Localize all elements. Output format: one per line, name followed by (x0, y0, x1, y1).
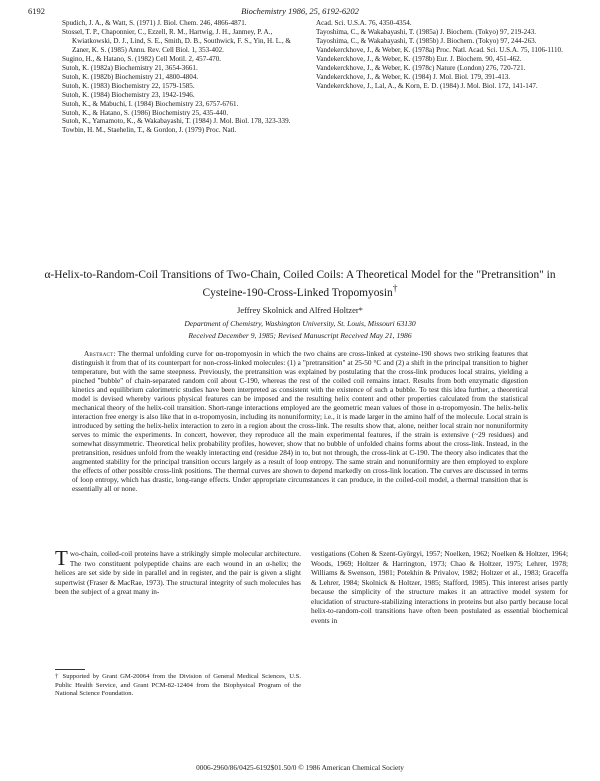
abstract-text: The thermal unfolding curve for αα-tropomyosin in which the two chains are cross-linked at cysteine-190 shows two striking features that distinguish it from that of its counterpart for non-cross-linked molecules: (1) a "pretransition" at 25-50 °C and (2) a shift in the principal transition to higher temperature, but with the same steepness. Previously, the pretransition was explained by postulating that the cross-link produces local strains, yielding a pinched "bubble" of chain-separated random coil about C-190, whereas the rest of the coiled coil remains intact. Results from both enzymatic digestion kinetics and equilibrium calorimetric studies have been interpreted as consistent with the existence of such a bubble. To test this idea further, a theoretical model is devised whereby various physical features can be imposed and the resulting helix content and other properties calculated from the statistical mechanical theory of the helix-coil transition. Short-range interactions employed are the geometric mean values of those in α-tropomyosin. The helix-helix interaction free energy is also like that in α-tropomyosin, including its nonuniformity; i.e., it is made larger in the amino half of the molecule. Local strain is introduced by setting the helix-helix interaction to zero in a region about the cross-link. The results show that, alone, neither local strain nor nonuniformity serves to mimic the experiments. In concert, however, they reproduce all the main experimental features, if the strain is extensive (~29 residues) and somewhat dissymmetric. Theoretical helix probability profiles, however, show that no bubble of unfolded chains forms about the cross-link. Instead, in the pretransition, residues unfold from the weakly interacting end (residue 284) in to, but not through, the cross-link at C-190. The theory also indicates that the augmented stability for the principal transition occurs largely as a result of loop entropy. The same strain and nonuniformity are then employed to explore the effects of other possible cross-link positions. The thermal curves are shown to depend markedly on cross-link location. The curves are discussed in terms of loop entropy, which has drastic, long-range effects. Under appropriate circumstances it can produce, in the coiled-coil model, a thermal transition that is essentially all or none. (72, 350, 528, 493)
page-header (28, 6, 572, 18)
body-paragraph-start: wo-chain, coiled-coil proteins have a strikingly simple molecular architecture. The two constituent polypeptide chains are each wound in an α-helix; the helices are set side by side in parallel and in register, and the pair is given a slight supertwist (Fraser & MacRae, 1973). The structural integrity of such molecules has been the subject of a great many in- (55, 549, 301, 597)
page-number: 6192 (28, 6, 45, 16)
authors: Jeffrey Skolnick and Alfred Holtzer* (237, 305, 363, 315)
received-dates: Received December 9, 1985; Revised Manuscript Received May 21, 1986 (188, 331, 412, 340)
article-title: α-Helix-to-Random-Coil Transitions of Two-Chain, Coiled Coils: A Theoretical Model for the "Pretransition" in Cysteine-190-Cross-Linked Tropomyosin (44, 269, 556, 299)
affiliation: Department of Chemistry, Washington University, St. Louis, Missouri 63130 (184, 319, 416, 328)
body-left-column (55, 546, 301, 597)
reference-entry: Sugino, H., & Hatano, S. (1982) Cell Motil. 2, 457-470. (62, 54, 222, 63)
reference-entry: Vandekerckhove, J., Lal, A., & Korn, E. D. (1984) J. Mol. Biol. 172, 141-147. (316, 81, 538, 90)
drop-cap: T (55, 546, 68, 570)
reference-entry: Sutoh, K., & Mabuchi, I. (1984) Biochemistry 23, 6757-6761. (62, 99, 239, 108)
copyright-line: 0006-2960/86/0425-6192$01.50/0 © 1986 American Chemical Society (196, 763, 404, 772)
title-footnote-mark: † (392, 284, 398, 294)
abstract (72, 350, 528, 494)
reference-entry: Sutoh, K. (1982a) Biochemistry 21, 3654-3661. (62, 63, 198, 72)
reference-entry: Vandekerckhove, J., & Weber, K. (1978c) Nature (London) 276, 720-721. (316, 63, 526, 72)
abstract-label: Abstract: (84, 350, 116, 358)
reference-entry: Sutoh, K. (1984) Biochemistry 23, 1942-1946. (62, 90, 195, 99)
reference-entry: Sutoh, K. (1982b) Biochemistry 21, 4800-4804. (62, 72, 199, 81)
reference-entry: Spudich, J. A., & Watt, S. (1971) J. Biol. Chem. 246, 4866-4871. (62, 19, 247, 27)
reference-entry: Sutoh, K., Yamamoto, K., & Wakabayashi, T. (1984) J. Mol. Biol. 178, 323-339. (62, 117, 291, 126)
body-right-column (311, 549, 568, 625)
reference-entry: Tayoshima, C., & Wakabayashi, T. (1985a) J. Biochem. (Tokyo) 97, 219-243. (316, 27, 537, 36)
references-left-column (62, 19, 297, 135)
reference-entry: Vandekerckhove, J., & Weber, K. (1984) J. Mol. Biol. 179, 391-413. (316, 72, 511, 81)
body-paragraph-continued: vestigations (Cohen & Szent-Györgyi, 1957; Noelken, 1962; Noelken & Holtzer, 1964; Woods, 1969; Holtzer & Harrington, 1973; Chao & Holtzer, 1975; Lehrer, 1978; Williams & Swenson, 1981; Potekhin & Privalov, 1982; Holtzer et al., 1983; Graceffa & Lehrer, 1984; Skolnick & Holtzer, 1985; Stafford, 1985). This interest arises partly because the simplicity of the structure makes it an attractive model system for elucidation of structure-stabilizing interactions in proteins but also partly because local helix-to-random-coil transitions have often been postulated as essential biochemical events in (311, 549, 568, 625)
journal-citation: Biochemistry 1986, 25, 6192-6202 (241, 6, 359, 16)
reference-entry: Sutoh, K., & Hatano, S. (1986) Biochemistry 25, 435-440. (62, 108, 229, 117)
funding-footnote: † Supported by Grant GM-20064 from the Division of General Medical Sciences, U.S. Public Health Service, and Grant PCM-82-12404 from the Biophysical Program of the National Science Foundation. (55, 673, 301, 698)
reference-entry: Tayoshima, C., & Wakabayashi, T. (1985b) J. Biochem. (Tokyo) 97, 244-263. (316, 36, 537, 45)
reference-entry: Stossel, T. P., Chaponnier, C., Ezzell, R. M., Hartwig, J. H., Janmey, P. A., Kwiatkowski, D. J., Lind, S. E., Smith, D. B., Southwick, F. S., Yin, H. L., & Zaner, K. S. (1985) Annu. Rev. Cell Biol. 1, 353-402. (62, 27, 291, 54)
references-right-column (316, 19, 571, 91)
reference-entry: Vandekerckhove, J., & Weber, K. (1978a) Proc. Natl. Acad. Sci. U.S.A. 75, 1106-1110. (316, 45, 563, 54)
reference-entry: Acad. Sci. U.S.A. 76, 4350-4354. (316, 19, 412, 27)
footnote-divider (55, 669, 85, 670)
reference-entry: Sutoh, K. (1983) Biochemistry 22, 1579-1585. (62, 81, 195, 90)
reference-entry: Towbin, H. M., Staehelin, T., & Gordon, J. (1979) Proc. Natl. (62, 126, 237, 135)
reference-entry: Vandekerckhove, J., & Weber, K. (1978b) Eur. J. Biochem. 90, 451-462. (316, 54, 522, 63)
article-title-block (40, 268, 560, 300)
